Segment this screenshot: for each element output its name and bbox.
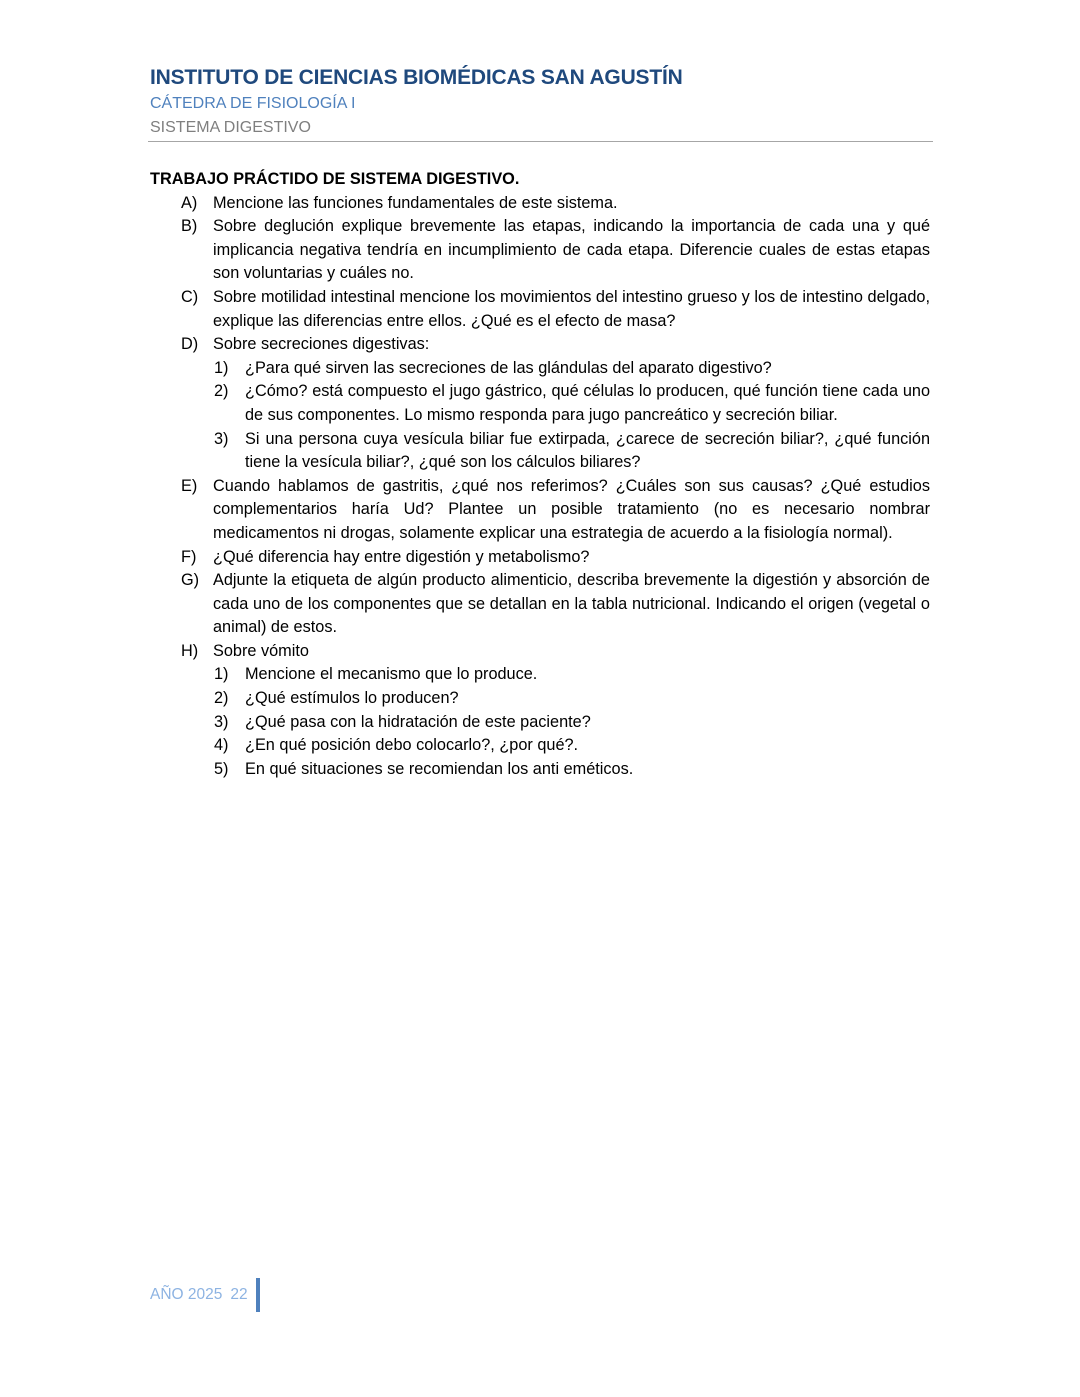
subquestion-label: 1) (214, 358, 229, 377)
subquestion-text: ¿En qué posición debo colocarlo?, ¿por qué?. (245, 736, 579, 755)
question-text: Cuando hablamos de gastritis, ¿qué nos referimos? ¿Cuáles son sus causas? ¿Qué estudios complementarios haría Ud? Plantee un posible tratamiento (no es necesario nombrar medicamentos ni drogas, solamente explicar una estrategia de acuerdo a la fisiología normal). (213, 476, 930, 542)
subquestion-text: En qué situaciones se recomiendan los anti eméticos. (245, 759, 634, 778)
institution-name: INSTITUTO DE CIENCIAS BIOMÉDICAS SAN AGUSTÍN (150, 66, 683, 89)
chair-name: CÁTEDRA DE FISIOLOGÍA I (150, 95, 356, 112)
subquestion-label: 2) (214, 689, 229, 708)
question-label: D) (181, 335, 199, 354)
question-b (150, 215, 930, 286)
subquestion-label: 1) (214, 665, 229, 684)
subquestion-d3 (150, 428, 930, 475)
question-text: Sobre vómito (213, 641, 309, 660)
question-f (150, 546, 930, 570)
question-text: Adjunte la etiqueta de algún producto alimenticio, describa brevemente la digestión y absorción de cada uno de los componentes que se detallan en la tabla nutricional. Indicando el origen (vegetal o animal) de estos. (213, 571, 930, 637)
topic-name: SISTEMA DIGESTIVO (150, 119, 311, 136)
subquestion-text: Mencione el mecanismo que lo produce. (245, 665, 538, 684)
subquestion-text: ¿Qué estímulos lo producen? (245, 689, 459, 708)
document-body (150, 168, 930, 781)
question-label: C) (181, 287, 199, 306)
question-d (150, 333, 930, 357)
footer-year: AÑO 2025 (150, 1286, 223, 1303)
subquestion-text: ¿Para qué sirven las secreciones de las glándulas del aparato digestivo? (245, 358, 772, 377)
question-h (150, 640, 930, 664)
question-a (150, 192, 930, 216)
question-text: Sobre motilidad intestinal mencione los movimientos del intestino grueso y los de intestino delgado, explique las diferencias entre ellos. ¿Qué es el efecto de masa? (213, 287, 930, 330)
question-text: Sobre secreciones digestivas: (213, 335, 430, 354)
question-c (150, 286, 930, 333)
subquestion-label: 5) (214, 759, 229, 778)
subquestion-label: 2) (214, 382, 229, 401)
subquestion-label: 3) (214, 429, 229, 448)
question-text: Sobre deglución explique brevemente las etapas, indicando la importancia de cada una y qué implicancia negativa tendría en incumplimiento de cada etapa. Diferencie cuales de estas etapas son voluntarias y cuáles no. (213, 217, 930, 283)
page-footer (150, 1278, 260, 1312)
document-title: TRABAJO PRÁCTIDO DE SISTEMA DIGESTIVO. (150, 170, 520, 188)
page-number: 22 (230, 1286, 248, 1303)
page-header (150, 64, 933, 140)
question-label: A) (181, 193, 198, 212)
footer-accent-bar (256, 1278, 260, 1312)
question-label: G) (181, 571, 200, 590)
subquestion-h3 (150, 711, 930, 735)
question-label: E) (181, 476, 198, 495)
subquestion-h5 (150, 758, 930, 782)
question-label: B) (181, 217, 198, 236)
question-e (150, 475, 930, 546)
question-label: F) (181, 547, 197, 566)
subquestion-text: ¿Qué pasa con la hidratación de este paciente? (245, 712, 591, 731)
subquestion-d2 (150, 380, 930, 427)
question-text: Mencione las funciones fundamentales de este sistema. (213, 193, 618, 212)
subquestion-label: 4) (214, 736, 229, 755)
subquestion-label: 3) (214, 712, 229, 731)
question-text: ¿Qué diferencia hay entre digestión y metabolismo? (213, 547, 590, 566)
subquestion-d1 (150, 357, 930, 381)
question-g (150, 569, 930, 640)
header-divider (148, 141, 933, 142)
subquestion-text: ¿Cómo? está compuesto el jugo gástrico, qué células lo producen, qué función tiene cada uno de sus componentes. Lo mismo responda para jugo pancreático y secreción biliar. (245, 382, 930, 424)
subquestion-h1 (150, 663, 930, 687)
subquestion-h4 (150, 734, 930, 758)
question-label: H) (181, 641, 199, 660)
subquestion-h2 (150, 687, 930, 711)
subquestion-text: Si una persona cuya vesícula biliar fue extirpada, ¿carece de secreción biliar?, ¿qué función tiene la vesícula biliar?, ¿qué son los cálculos biliares? (245, 429, 930, 472)
